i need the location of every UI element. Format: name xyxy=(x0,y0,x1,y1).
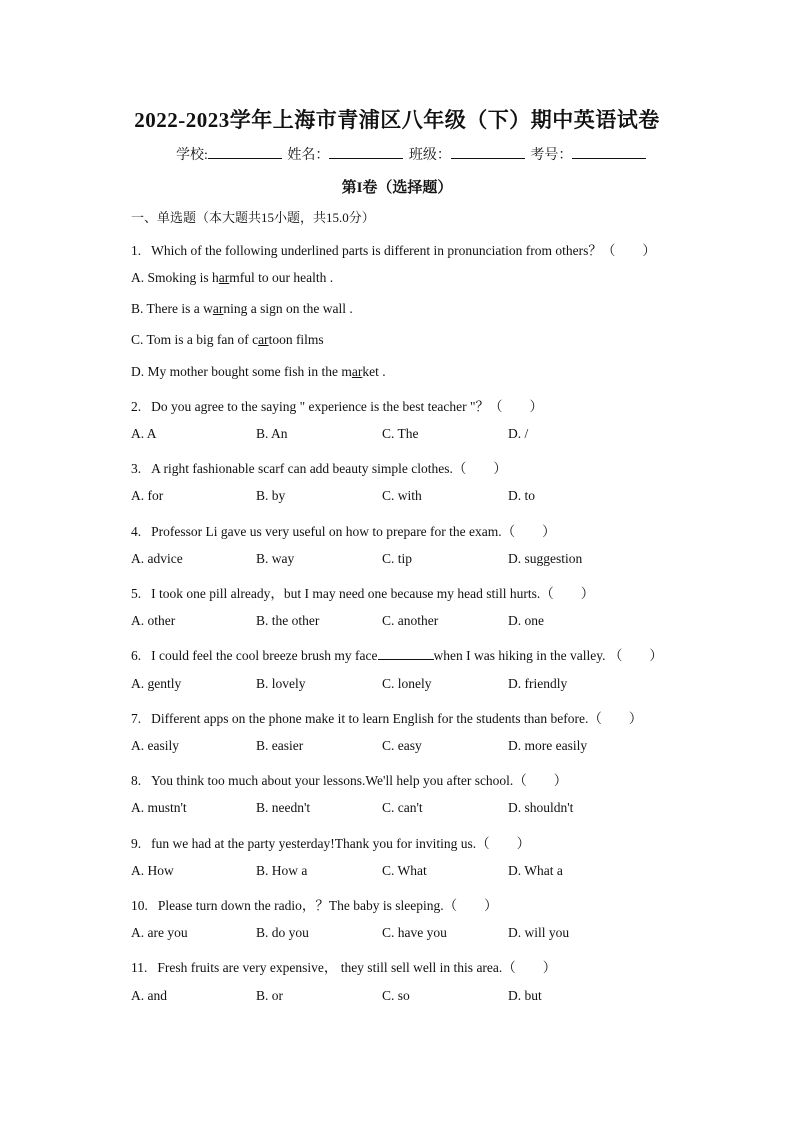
question-text: I could feel the cool breeze brush my face xyxy=(151,648,378,663)
question-9 xyxy=(131,832,530,852)
q1-option-c xyxy=(131,332,324,348)
option-a: A. and xyxy=(131,988,167,1003)
underlined-part: ar xyxy=(218,270,230,285)
option-c: C. lonely xyxy=(382,676,432,691)
question-text: Do you agree to the saying " experience is the best teacher "？（ ） xyxy=(151,399,544,414)
option-d: D. will you xyxy=(508,925,570,940)
option-d: D. friendly xyxy=(508,676,568,691)
question-number: 2. xyxy=(131,399,142,414)
question-text: Fresh fruits are very expensive， they still sell well in this area.（ ） xyxy=(157,960,557,975)
option-letter: C. xyxy=(131,332,144,347)
question-5 xyxy=(131,582,594,602)
question-number: 7. xyxy=(131,711,142,726)
question-number: 8. xyxy=(131,773,142,788)
option-d: D. more easily xyxy=(508,738,588,753)
option-text: ning a sign on the wall . xyxy=(223,301,353,316)
question-number: 10. xyxy=(131,898,148,913)
question-text: when I was hiking in the valley. （ ） xyxy=(433,648,663,663)
option-b: B. needn't xyxy=(256,800,311,815)
question-text: Professor Li gave us very useful on how to prepare for the exam.（ ） xyxy=(151,524,556,539)
option-b: B. How a xyxy=(256,863,308,878)
option-c: C. another xyxy=(382,613,439,628)
option-d: D. to xyxy=(508,488,535,503)
option-d: D. one xyxy=(508,613,544,628)
question-1 xyxy=(131,239,656,259)
option-d: D. shouldn't xyxy=(508,800,574,815)
question-text: A right fashionable scarf can add beauty simple clothes.（ ） xyxy=(151,461,507,476)
section-title: 一、单选题（本大题共15小题，共15.0分） xyxy=(131,210,375,225)
name-blank xyxy=(329,145,403,159)
question-6 xyxy=(131,644,663,664)
answer-blank xyxy=(378,647,434,660)
question-text: You think too much about your lessons.We'll help you after school.（ ） xyxy=(151,773,568,788)
option-b: B. lovely xyxy=(256,676,306,691)
question-4 xyxy=(131,520,556,540)
question-number: 11. xyxy=(131,960,148,975)
option-c: C. with xyxy=(382,488,422,503)
underlined-part: ar xyxy=(258,332,269,347)
option-b: B. easier xyxy=(256,738,304,753)
question-10 xyxy=(131,894,498,914)
option-text: ket . xyxy=(362,364,386,379)
option-text: My mother bought some fish in the m xyxy=(147,364,352,379)
question-number: 5. xyxy=(131,586,142,601)
option-text: There is a w xyxy=(146,301,213,316)
question-8 xyxy=(131,769,567,789)
option-c: C. can't xyxy=(382,800,423,815)
q1-option-a xyxy=(131,270,333,286)
underlined-part: ar xyxy=(212,301,224,316)
option-a: A. advice xyxy=(131,551,183,566)
number-blank xyxy=(572,145,646,159)
question-text: Which of the following underlined parts is different in pronunciation from others？（ ） xyxy=(151,243,656,258)
option-b: B. An xyxy=(256,426,288,441)
option-a: A. other xyxy=(131,613,176,628)
q1-option-d xyxy=(131,364,386,380)
option-text: mful to our health . xyxy=(229,270,334,285)
question-3 xyxy=(131,457,507,477)
question-number: 9. xyxy=(131,836,142,851)
option-d: D. / xyxy=(508,426,529,441)
option-a: A. are you xyxy=(131,925,188,940)
exam-title: 2022-2023学年上海市青浦区八年级（下）期中英语试卷 xyxy=(134,108,660,132)
option-c: C. tip xyxy=(382,551,413,566)
option-a: A. A xyxy=(131,426,157,441)
option-c: C. The xyxy=(382,426,419,441)
option-letter: D. xyxy=(131,364,145,379)
option-text: Tom is a big fan of c xyxy=(146,332,259,347)
underlined-part: ar xyxy=(351,364,363,379)
option-text: Smoking is h xyxy=(147,270,219,285)
option-c: C. easy xyxy=(382,738,422,753)
option-a: A. easily xyxy=(131,738,179,753)
question-text: fun we had at the party yesterday!Thank you for inviting us.（ ） xyxy=(151,836,531,851)
question-text: Different apps on the phone make it to learn English for the students than before.（ ） xyxy=(151,711,643,726)
option-c: C. What xyxy=(382,863,427,878)
question-text: Please turn down the radio，？The baby is sleeping.（ ） xyxy=(157,898,498,913)
option-b: B. way xyxy=(256,551,295,566)
option-b: B. the other xyxy=(256,613,320,628)
option-d: D. What a xyxy=(508,863,563,878)
question-number: 6. xyxy=(131,648,142,663)
option-a: A. for xyxy=(131,488,164,503)
option-d: D. suggestion xyxy=(508,551,583,566)
option-text: toon films xyxy=(268,332,324,347)
part-title: 第I卷（选择题） xyxy=(341,180,453,196)
option-c: C. have you xyxy=(382,925,447,940)
class-blank xyxy=(451,145,525,159)
question-text: I took one pill already，but I may need one because my head still hurts.（ ） xyxy=(151,586,595,601)
question-2 xyxy=(131,395,543,415)
option-b: B. by xyxy=(256,488,286,503)
option-a: A. How xyxy=(131,863,174,878)
question-number: 3. xyxy=(131,461,142,476)
option-letter: B. xyxy=(131,301,144,316)
q1-option-b xyxy=(131,301,353,317)
question-number: 4. xyxy=(131,524,142,539)
question-11 xyxy=(131,956,556,976)
option-d: D. but xyxy=(508,988,542,1003)
option-letter: A. xyxy=(131,270,145,285)
school-blank xyxy=(208,145,282,159)
option-a: A. mustn't xyxy=(131,800,187,815)
option-b: B. or xyxy=(256,988,283,1003)
question-7 xyxy=(131,707,642,727)
number-label: 考号： xyxy=(530,148,573,163)
option-c: C. so xyxy=(382,988,410,1003)
question-number: 1. xyxy=(131,243,142,258)
option-b: B. do you xyxy=(256,925,309,940)
class-label: 班级： xyxy=(408,148,451,163)
student-info-row xyxy=(176,144,648,164)
name-label: 姓名： xyxy=(287,148,330,163)
option-a: A. gently xyxy=(131,676,182,691)
school-label: 学校: xyxy=(176,148,208,163)
